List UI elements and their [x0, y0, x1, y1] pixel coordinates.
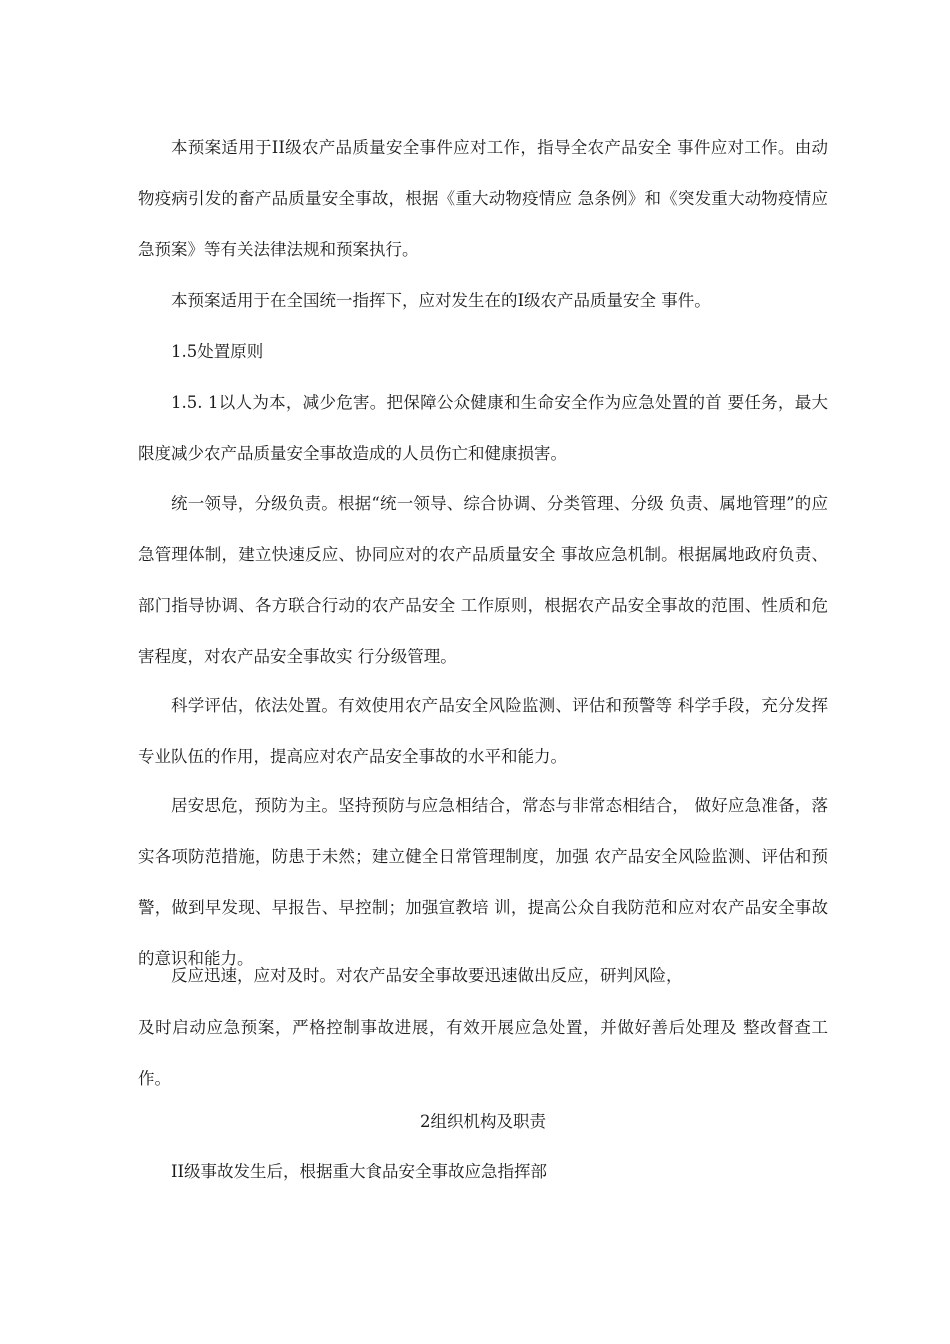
- paragraph-level-2-incident: II级事故发生后，根据重大食品安全事故应急指挥部: [171, 1162, 548, 1181]
- paragraph-scientific-assessment: 科学评估，依法处置。有效使用农产品安全风险监测、评估和预警等 科学手段，充分发挥专业队伍的作用，提高应对农产品安全事故的水平和能力。: [138, 696, 828, 766]
- paragraph-people-first: 1.5. 1以人为本，减少危害。把保障公众健康和生命安全作为应急处置的首 要任务，最大限度减少农产品质量安全事故造成的人员伤亡和健康损害。: [138, 393, 828, 463]
- paragraph-rapid-response: 反应迅速，应对及时。对农产品安全事故要迅速做出反应，研判风险，: [171, 966, 683, 985]
- paragraph-rapid-response-continued: 及时启动应急预案，严格控制事故进展，有效开展应急处置，并做好善后处理及 整改督查工作。: [138, 1018, 828, 1088]
- paragraph-scope-level-2: 本预案适用于II级农产品质量安全事件应对工作，指导全农产品安全 事件应对工作。由动物疫病引发的畜产品质量安全事故，根据《重大动物疫情应 急条例》和《突发重大动物疫情应急预案》等有关法律法规和预案执行。: [138, 138, 828, 259]
- paragraph-prevention-first: 居安思危，预防为主。坚持预防与应急相结合，常态与非常态相结合， 做好应急准备，落实各项防范措施，防患于未然；建立健全日常管理制度，加强 农产品安全风险监测、评估和预警，做到早发现、早报告、早控制；加强宣教培 训，提高公众自我防范和应对农产品安全事故的意识和能力。: [138, 796, 828, 968]
- section-heading-organization: 2组织机构及职责: [420, 1112, 546, 1131]
- section-heading-principles: 1.5处置原则: [171, 342, 264, 361]
- paragraph-scope-level-1: 本预案适用于在全国统一指挥下，应对发生在的Ⅰ级农产品质量安全 事件。: [171, 291, 711, 310]
- paragraph-unified-leadership: 统一领导，分级负责。根据“统一领导、综合协调、分类管理、分级 负责、属地管理”的应急管理体制，建立快速反应、协同应对的农产品质量安全 事故应急机制。根据属地政府负责、部门指导协调、各方联合行动的农产品安全 工作原则，根据农产品安全事故的范围、性质和危害程度，对农产品安全事故实 行分级管理。: [138, 494, 828, 666]
